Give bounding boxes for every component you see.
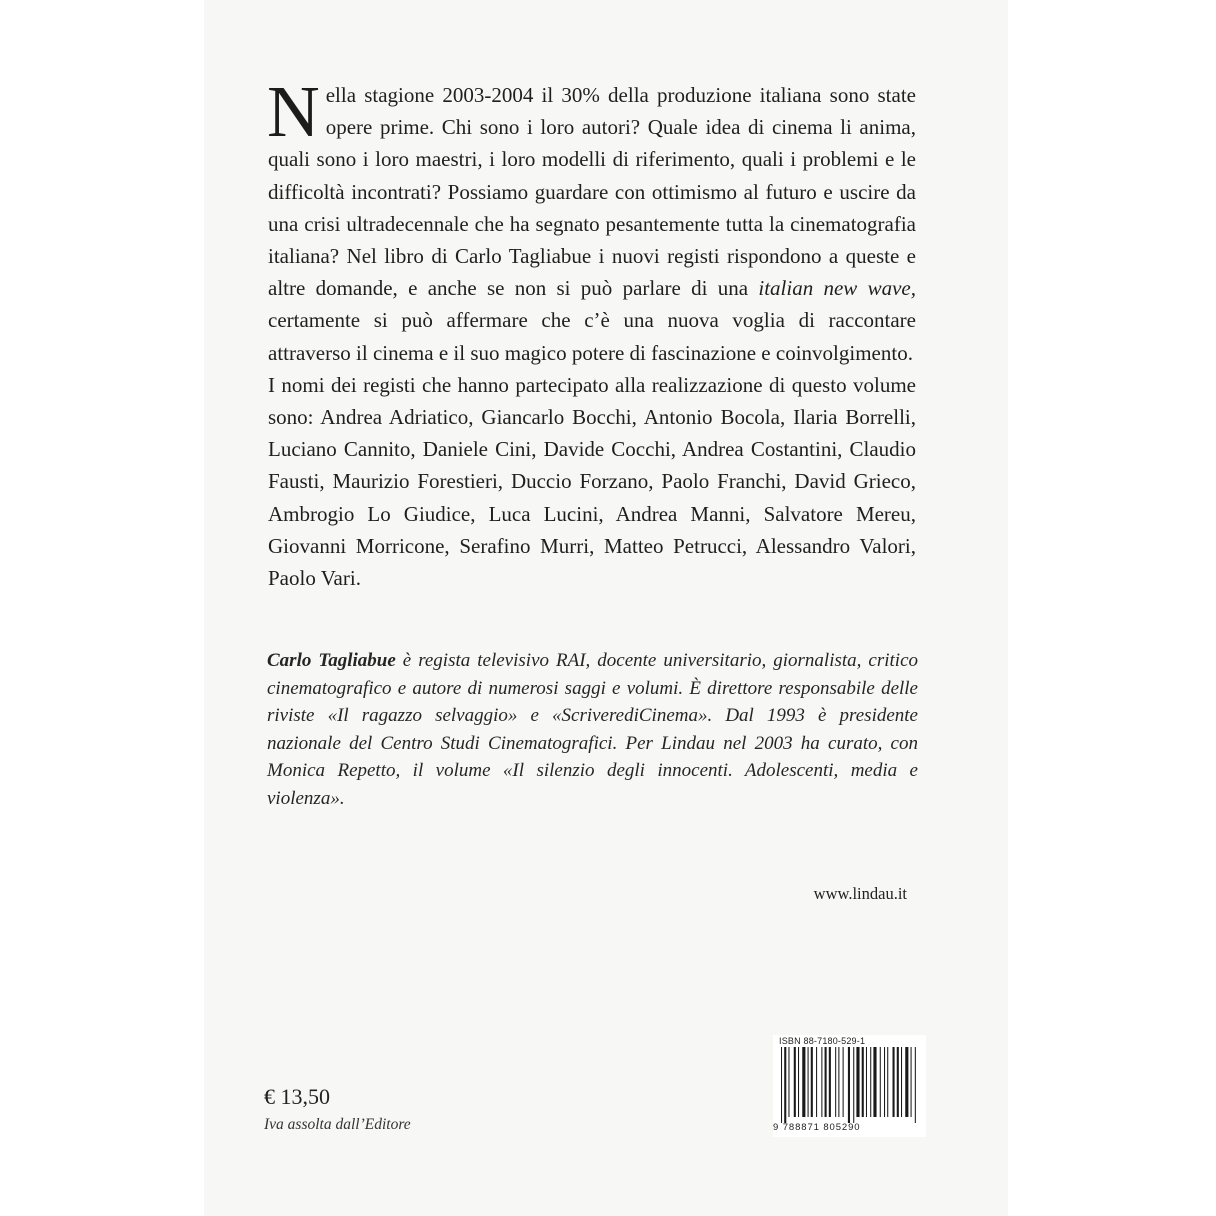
barcode-bar (794, 1047, 796, 1117)
barcode-bar (897, 1047, 899, 1117)
blurb-text (267, 71, 916, 594)
barcode-bar (825, 1047, 827, 1117)
barcode-bar (798, 1047, 799, 1117)
barcode-bar (901, 1047, 902, 1117)
book-back-cover (204, 0, 1008, 1216)
author-bio (267, 647, 918, 812)
barcode-bar (905, 1047, 908, 1117)
barcode-bar (821, 1047, 822, 1117)
barcode-bar (843, 1047, 844, 1117)
barcode-bar (893, 1047, 895, 1117)
barcode-bar (808, 1047, 809, 1117)
barcode-bar (862, 1047, 864, 1117)
italic-phrase: italian new wave, (758, 276, 916, 301)
author-name: Carlo Tagliabue (267, 650, 396, 671)
barcode-bar (811, 1047, 813, 1117)
barcode-bar (835, 1047, 836, 1117)
barcode-bar (784, 1047, 786, 1123)
barcode-bar (866, 1047, 867, 1117)
barcode-bar (887, 1047, 888, 1117)
barcode-bar (915, 1047, 916, 1123)
blurb-paragraph-1-text: ella stagione 2003-2004 il 30% della produzione italiana sono state opere prime. Chi sono i loro autori? Quale idea di cinema li anima, quali sono i loro maestri, i loro modelli di riferimento, quali i problemi e le difficoltà incontrati? Possiamo guardare con ottimismo al futuro e uscire da una crisi ultradecennale che ha segnato pesantemente tutta la cinematografia italiana? Nel libro di Carlo Tagliabue i nuovi registi rispondono a queste e altre domande, e anche se non si può parlare di una (268, 83, 916, 301)
barcode-bar (802, 1047, 805, 1117)
barcode-bar (911, 1047, 912, 1117)
isbn-barcode-block (773, 1035, 926, 1137)
author-bio-text: è regista televisivo RAI, docente universitario, giornalista, critico cinematografico e autore di numerosi saggi e volumi. È direttore responsabile delle riviste «Il ragazzo selvaggio» e «ScriverediCinema». Dal 1993 è presidente nazionale del Centro Studi Cinematografici. Per Lindau nel 2003 ha curato, con Monica Repetto, il volume «Il silenzio degli innocenti. Adolescenti, media e violenza». (267, 650, 919, 809)
blurb-paragraph-1-end: certamente si può affermare che c’è una nuova voglia di raccontare attraverso il cinema e il suo magico potere di fascinazione e coinvolgimento. (268, 308, 916, 365)
publisher-website: www.lindau.it (813, 884, 907, 903)
vat-note: Iva assolta dall’Editore (264, 1116, 411, 1133)
blurb-paragraph-2: I nomi dei registi che hanno partecipato alla realizzazione di questo volume sono: Andrea Adriatico, Giancarlo Bocchi, Antonio Bocola, Ilaria Borrelli, Luciano Cannito, Daniele Cini, Davide Cocchi, Andrea Costantini, Claudio Fausti, Maurizio Forestieri, Duccio Forzano, Paolo Franchi, David Grieco, Ambrogio Lo Giudice, Luca Lucini, Andrea Manni, Salvatore Mereu, Giovanni Morricone, Serafino Murri, Matteo Petrucci, Alessandro Valori, Paolo Vari. (268, 372, 916, 591)
isbn-label: ISBN 88-7180-529-1 (779, 1036, 866, 1046)
barcode-bar (781, 1047, 782, 1123)
barcode-bar (788, 1047, 789, 1117)
barcode-bar (829, 1047, 831, 1117)
blurb-paragraph-1 (267, 71, 916, 369)
barcode-bar (816, 1047, 817, 1117)
barcode-bar (873, 1047, 876, 1117)
barcode-bar (856, 1047, 859, 1117)
barcode-bar (838, 1047, 839, 1117)
barcode-bar (884, 1047, 885, 1117)
barcode-bar (853, 1047, 854, 1123)
barcode-digits: 9 788871 805290 (773, 1122, 861, 1133)
barcode-bar (870, 1047, 871, 1117)
drop-cap: N (267, 71, 320, 152)
price: € 13,50 (264, 1084, 330, 1109)
barcode-bar (848, 1047, 850, 1123)
barcode-icon (779, 1047, 921, 1123)
barcode-bar (880, 1047, 881, 1117)
